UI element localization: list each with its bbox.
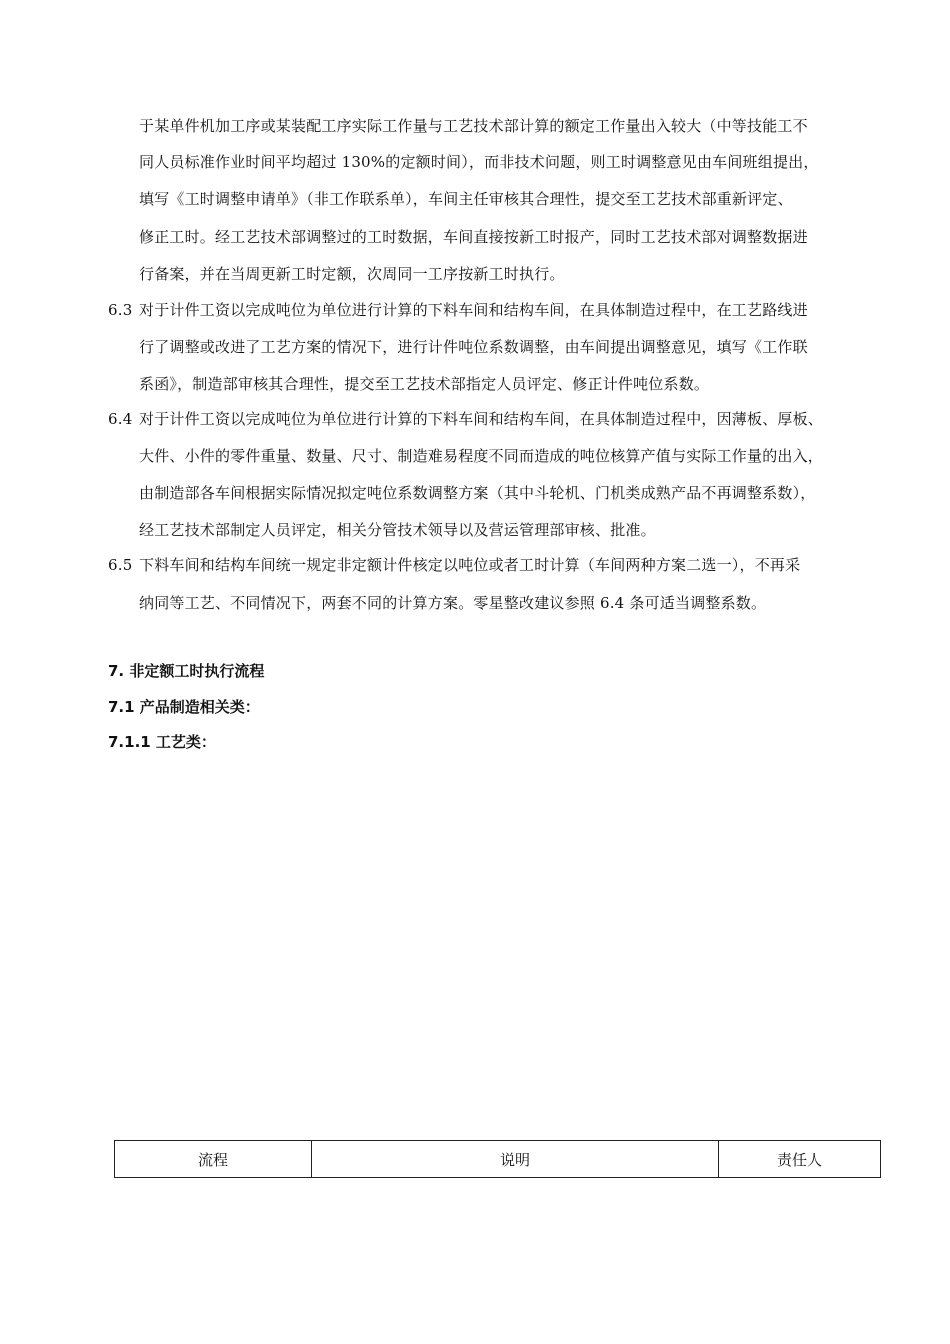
paragraph-line: 对于计件工资以完成吨位为单位进行计算的下料车间和结构车间，在具体制造过程中，因薄板、厚板、 <box>139 410 824 428</box>
clause-number: 6.4 <box>108 410 133 428</box>
column-header-process: 流程 <box>115 1141 312 1178</box>
paragraph-line: 大件、小件的零件重量、数量、尺寸、制造难易程度不同而造成的吨位核算产值与实际工作量的出入， <box>139 447 824 465</box>
paragraph-line: 由制造部各车间根据实际情况拟定吨位系数调整方案（其中斗轮机、门机类成熟产品不再调整系数）， <box>139 484 816 502</box>
column-header-responsible: 责任人 <box>719 1141 881 1178</box>
paragraph-line: 同人员标准作业时间平均超过 130%的定额时间），而非技术问题，则工时调整意见由车间班组提出， <box>139 153 819 171</box>
paragraph-line: 下料车间和结构车间统一规定非定额计件核定以吨位或者工时计算（车间两种方案二选一），不再采 <box>139 556 801 574</box>
paragraph-line: 于某单件机加工序或某装配工序实际工作量与工艺技术部计算的额定工作量出入较大（中等技能工不 <box>139 117 808 135</box>
paragraph-line: 经工艺技术部制定人员评定，相关分管技术领导以及营运管理部审核、批准。 <box>139 521 656 539</box>
paragraph-line: 填写《工时调整申请单》（非工作联系单），车间主任审核其合理性，提交至工艺技术部重新评定、 <box>139 190 793 208</box>
paragraph-line: 系函》，制造部审核其合理性，提交至工艺技术部指定人员评定、修正计件吨位系数。 <box>139 375 710 393</box>
column-header-description: 说明 <box>312 1141 719 1178</box>
clause-number: 6.3 <box>108 301 133 319</box>
paragraph-line: 修正工时。经工艺技术部调整过的工时数据，车间直接按新工时报产，同时工艺技术部对调整数据进 <box>139 228 808 246</box>
paragraph-line: 纳同等工艺、不同情况下，两套不同的计算方案。零星整改建议参照 6.4 条可适当调整系数。 <box>139 594 767 612</box>
paragraph-line: 行备案，并在当周更新工时定额，次周同一工序按新工时执行。 <box>139 265 565 283</box>
subsection-heading: 7.1 产品制造相关类： <box>108 698 260 716</box>
paragraph-line: 对于计件工资以完成吨位为单位进行计算的下料车间和结构车间，在具体制造过程中，在工艺路线进 <box>139 301 808 319</box>
process-table <box>114 1140 881 1178</box>
section-heading: 7. 非定额工时执行流程 <box>108 662 265 680</box>
paragraph-line: 行了调整或改进了工艺方案的情况下，进行计件吨位系数调整，由车间提出调整意见，填写《工作联 <box>139 338 808 356</box>
clause-number: 6.5 <box>108 556 133 574</box>
table-header-row <box>115 1141 881 1178</box>
subsubsection-heading: 7.1.1 工艺类： <box>108 733 216 751</box>
